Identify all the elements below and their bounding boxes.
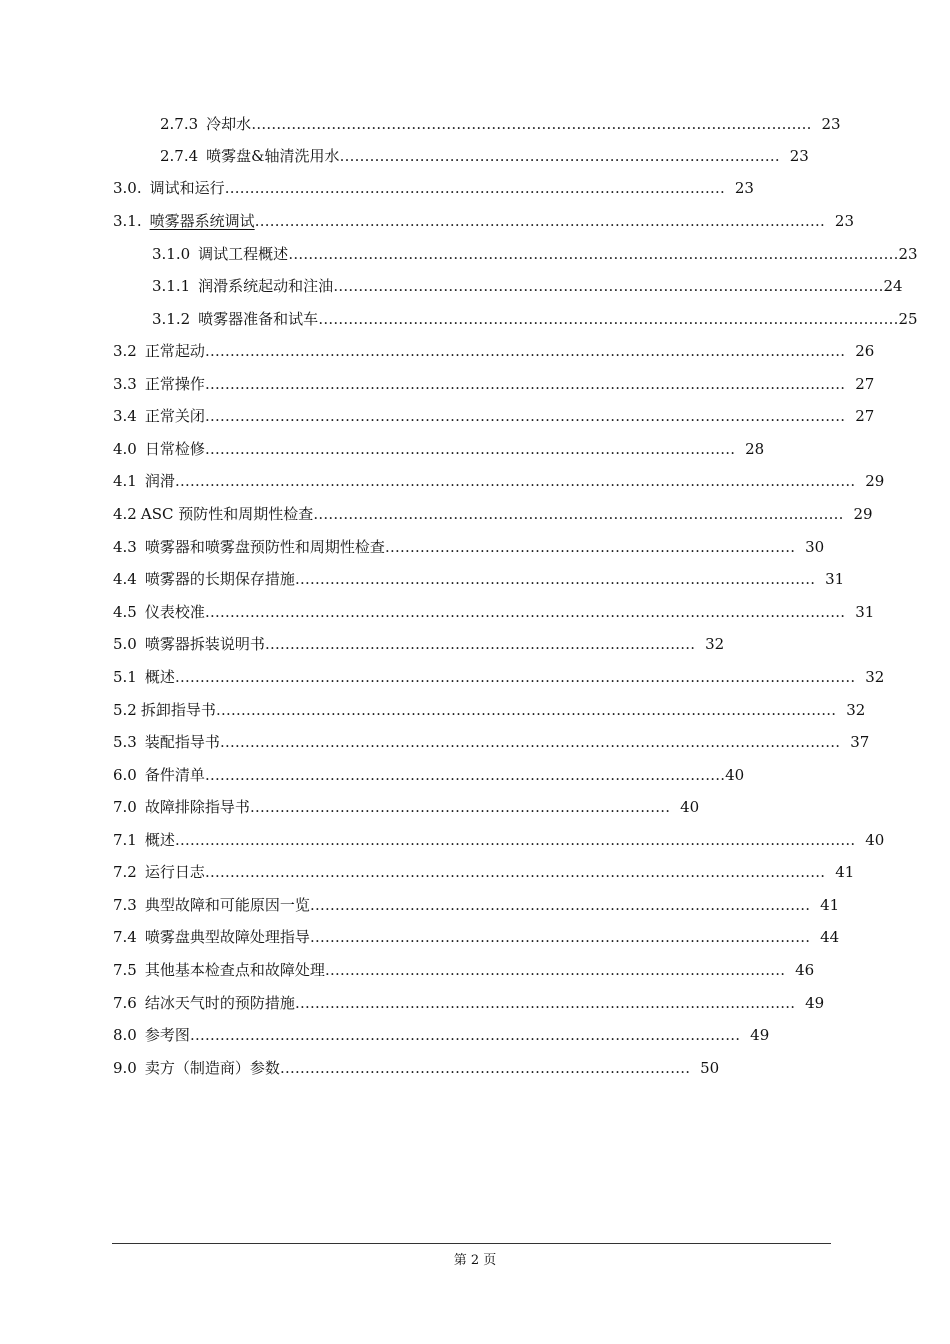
- toc-title: 仪表校准: [144, 603, 205, 621]
- toc-title: 故障排除指导书: [144, 798, 250, 816]
- toc-leader: ‥‥‥‥‥‥‥‥‥‥‥‥‥‥‥‥‥‥‥‥‥‥‥‥‥‥‥‥‥‥‥‥‥‥‥‥‥‥‥‥‥‥‥‥‥‥‥‥‥‥‥‥‥‥‥‥‥: [254, 212, 825, 230]
- toc-leader: ‥‥‥‥‥‥‥‥‥‥‥‥‥‥‥‥‥‥‥‥‥‥‥‥‥‥‥‥‥‥‥‥‥‥‥‥‥‥‥‥‥‥‥‥‥‥‥‥‥‥‥‥‥‥‥‥‥‥‥‥‥‥: [204, 863, 826, 881]
- toc-leader: ‥‥‥‥‥‥‥‥‥‥‥‥‥‥‥‥‥‥‥‥‥‥‥‥‥‥‥‥‥‥‥‥‥‥‥‥‥‥‥‥‥‥‥‥‥‥‥‥‥‥: [224, 179, 725, 197]
- toc-number: 2.7.3: [160, 115, 199, 133]
- toc-number: 7.0: [113, 798, 137, 816]
- toc-leader: ‥‥‥‥‥‥‥‥‥‥‥‥‥‥‥‥‥‥‥‥‥‥‥‥‥‥‥‥‥‥‥‥‥‥‥‥‥‥‥‥‥‥‥‥‥‥‥‥‥‥‥‥‥: [313, 505, 844, 523]
- toc-page: 29: [853, 505, 873, 523]
- toc-title: 其他基本检查点和故障处理: [144, 961, 325, 979]
- toc-title: 装配指导书: [144, 733, 220, 751]
- toc-title: 喷雾盘典型故障处理指导: [144, 928, 310, 946]
- toc-number: 3.3: [113, 375, 137, 393]
- toc-entry[interactable]: [113, 893, 839, 917]
- toc-entry[interactable]: [113, 860, 854, 884]
- toc-number: 7.4: [113, 928, 137, 946]
- toc-number: 5.2: [113, 701, 137, 719]
- toc-page: 49: [750, 1026, 770, 1044]
- toc-leader: ‥‥‥‥‥‥‥‥‥‥‥‥‥‥‥‥‥‥‥‥‥‥‥‥‥‥‥‥‥‥‥‥‥‥‥‥‥‥‥‥‥‥‥: [264, 635, 696, 653]
- toc-entry[interactable]: [113, 209, 854, 233]
- toc-leader: ‥‥‥‥‥‥‥‥‥‥‥‥‥‥‥‥‥‥‥‥‥‥‥‥‥‥‥‥‥‥‥‥‥‥‥‥‥‥‥‥‥‥‥‥‥‥‥‥‥‥: [309, 896, 811, 914]
- toc-entry[interactable]: [152, 242, 918, 266]
- toc-entry[interactable]: [113, 339, 874, 363]
- toc-page: 32: [865, 668, 885, 686]
- toc-page: 40: [680, 798, 700, 816]
- toc-title: 概述: [144, 668, 175, 686]
- toc-page: 31: [825, 570, 845, 588]
- toc-entry[interactable]: [113, 1023, 769, 1047]
- toc-title: 正常关闭: [144, 407, 205, 425]
- toc-entry[interactable]: [152, 307, 918, 331]
- toc-page: 25: [898, 310, 918, 328]
- toc-title: 调试工程概述: [198, 245, 289, 263]
- toc-title: 喷雾器系统调试: [149, 212, 255, 230]
- toc-entry[interactable]: [113, 632, 724, 656]
- toc-title: 参考图: [144, 1026, 190, 1044]
- toc-leader: ‥‥‥‥‥‥‥‥‥‥‥‥‥‥‥‥‥‥‥‥‥‥‥‥‥‥‥‥‥‥‥‥‥‥‥‥‥‥‥‥‥‥‥‥‥‥‥‥‥‥‥‥: [204, 766, 726, 784]
- toc-leader: ‥‥‥‥‥‥‥‥‥‥‥‥‥‥‥‥‥‥‥‥‥‥‥‥‥‥‥‥‥‥‥‥‥‥‥‥‥‥‥‥‥‥‥‥‥‥‥‥‥‥‥‥‥‥‥: [333, 277, 884, 295]
- toc-number: 5.0: [113, 635, 137, 653]
- toc-page: 24: [883, 277, 903, 295]
- toc-leader: ‥‥‥‥‥‥‥‥‥‥‥‥‥‥‥‥‥‥‥‥‥‥‥‥‥‥‥‥‥‥‥‥‥‥‥‥‥‥‥‥‥‥‥‥‥‥‥‥‥‥‥‥‥‥‥‥‥‥‥‥‥‥‥‥: [204, 342, 846, 360]
- toc-number: 4.2: [113, 505, 137, 523]
- toc-leader: ‥‥‥‥‥‥‥‥‥‥‥‥‥‥‥‥‥‥‥‥‥‥‥‥‥‥‥‥‥‥‥‥‥‥‥‥‥‥‥‥‥‥‥‥‥‥‥‥‥‥‥‥‥‥‥‥‥‥‥‥‥‥‥‥: [204, 603, 846, 621]
- toc-entry[interactable]: [113, 176, 754, 200]
- toc-title: 典型故障和可能原因一览: [144, 896, 310, 914]
- toc-page: 41: [835, 863, 855, 881]
- toc-title: 喷雾器准备和试车: [198, 310, 319, 328]
- toc-page: 37: [850, 733, 870, 751]
- toc-page: 23: [834, 212, 855, 230]
- toc-title: 正常起动: [144, 342, 205, 360]
- toc-leader: ‥‥‥‥‥‥‥‥‥‥‥‥‥‥‥‥‥‥‥‥‥‥‥‥‥‥‥‥‥‥‥‥‥‥‥‥‥‥‥‥‥: [279, 1059, 691, 1077]
- toc-leader: ‥‥‥‥‥‥‥‥‥‥‥‥‥‥‥‥‥‥‥‥‥‥‥‥‥‥‥‥‥‥‥‥‥‥‥‥‥‥‥‥‥‥: [249, 798, 671, 816]
- toc-leader: ‥‥‥‥‥‥‥‥‥‥‥‥‥‥‥‥‥‥‥‥‥‥‥‥‥‥‥‥‥‥‥‥‥‥‥‥‥‥‥‥‥‥‥‥‥‥‥‥‥‥‥‥‥‥‥‥‥‥‥‥‥‥‥‥: [204, 375, 846, 393]
- page-number-label: 第 2 页: [453, 1253, 497, 1268]
- toc-number: 3.1.0: [152, 245, 191, 263]
- toc-page: 23: [789, 147, 809, 165]
- toc-leader: ‥‥‥‥‥‥‥‥‥‥‥‥‥‥‥‥‥‥‥‥‥‥‥‥‥‥‥‥‥‥‥‥‥‥‥‥‥‥‥‥‥‥‥‥‥‥‥‥‥‥‥‥‥‥‥‥‥‥‥‥‥‥: [219, 733, 841, 751]
- toc-number: 3.1.: [113, 212, 142, 230]
- toc-title: 正常操作: [144, 375, 205, 393]
- page-footer: [0, 1249, 950, 1268]
- toc-number: 3.0.: [113, 179, 142, 197]
- toc-number: 6.0: [113, 766, 137, 784]
- toc-entry[interactable]: [113, 665, 884, 689]
- toc-title: 调试和运行: [149, 179, 225, 197]
- toc-page: 27: [855, 375, 875, 393]
- toc-leader: ‥‥‥‥‥‥‥‥‥‥‥‥‥‥‥‥‥‥‥‥‥‥‥‥‥‥‥‥‥‥‥‥‥‥‥‥‥‥‥‥‥‥‥‥‥‥‥‥‥‥‥‥‥‥‥‥‥‥‥‥‥‥‥‥‥‥‥‥: [174, 668, 856, 686]
- toc-title: 喷雾器拆装说明书: [144, 635, 265, 653]
- toc-page: 40: [865, 831, 885, 849]
- toc-title: 概述: [144, 831, 175, 849]
- toc-page: 27: [855, 407, 875, 425]
- toc-number: 7.1: [113, 831, 137, 849]
- toc-title: 喷雾盘&轴清洗用水: [206, 147, 340, 165]
- toc-page: 49: [805, 994, 825, 1012]
- toc-number: 4.4: [113, 570, 137, 588]
- toc-leader: ‥‥‥‥‥‥‥‥‥‥‥‥‥‥‥‥‥‥‥‥‥‥‥‥‥‥‥‥‥‥‥‥‥‥‥‥‥‥‥‥‥‥‥‥‥‥‥‥‥‥‥‥: [294, 570, 816, 588]
- toc-page: 23: [734, 179, 754, 197]
- toc-entry[interactable]: [113, 567, 844, 591]
- toc-entry[interactable]: [113, 828, 884, 852]
- toc-page: 31: [855, 603, 875, 621]
- toc-number: 8.0: [113, 1026, 137, 1044]
- toc-number: 9.0: [113, 1059, 137, 1077]
- toc-leader: ‥‥‥‥‥‥‥‥‥‥‥‥‥‥‥‥‥‥‥‥‥‥‥‥‥‥‥‥‥‥‥‥‥‥‥‥‥‥‥‥‥‥‥‥‥‥‥‥‥‥‥‥‥‥‥‥‥‥‥‥‥: [288, 245, 899, 263]
- toc-leader: ‥‥‥‥‥‥‥‥‥‥‥‥‥‥‥‥‥‥‥‥‥‥‥‥‥‥‥‥‥‥‥‥‥‥‥‥‥‥‥‥‥‥‥‥: [339, 147, 780, 165]
- toc-entry[interactable]: [113, 925, 839, 949]
- toc-page: 30: [805, 538, 825, 556]
- toc-entry[interactable]: [113, 698, 865, 722]
- toc-title: 喷雾器和喷雾盘预防性和周期性检查: [144, 538, 385, 556]
- toc-entry[interactable]: [113, 730, 869, 754]
- toc-leader: ‥‥‥‥‥‥‥‥‥‥‥‥‥‥‥‥‥‥‥‥‥‥‥‥‥‥‥‥‥‥‥‥‥‥‥‥‥‥‥‥‥‥‥‥‥‥‥‥‥‥‥‥‥: [204, 440, 736, 458]
- toc-title: 喷雾器的长期保存措施: [144, 570, 295, 588]
- toc-entry[interactable]: [113, 502, 873, 526]
- toc-number: 3.1.1: [152, 277, 191, 295]
- toc-title: ASC 预防性和周期性检查: [140, 505, 314, 523]
- toc-number: 7.6: [113, 994, 137, 1012]
- toc-number: 7.3: [113, 896, 137, 914]
- toc-leader: ‥‥‥‥‥‥‥‥‥‥‥‥‥‥‥‥‥‥‥‥‥‥‥‥‥‥‥‥‥‥‥‥‥‥‥‥‥‥‥‥‥‥‥‥‥‥‥‥‥‥‥‥‥‥‥: [189, 1026, 741, 1044]
- toc-page: 46: [795, 961, 815, 979]
- toc-title: 日常检修: [144, 440, 205, 458]
- toc-page: 28: [745, 440, 765, 458]
- toc-leader: ‥‥‥‥‥‥‥‥‥‥‥‥‥‥‥‥‥‥‥‥‥‥‥‥‥‥‥‥‥‥‥‥‥‥‥‥‥‥‥‥‥‥‥‥‥‥‥‥‥‥‥‥‥‥‥‥: [251, 115, 812, 133]
- toc-page: 26: [855, 342, 875, 360]
- toc-page: 41: [820, 896, 840, 914]
- toc-leader: ‥‥‥‥‥‥‥‥‥‥‥‥‥‥‥‥‥‥‥‥‥‥‥‥‥‥‥‥‥‥‥‥‥‥‥‥‥‥‥‥‥‥‥‥‥‥‥‥‥‥‥‥‥‥‥‥‥‥: [318, 310, 899, 328]
- footer-divider: [112, 1243, 831, 1244]
- toc-title: 运行日志: [144, 863, 205, 881]
- toc-leader: ‥‥‥‥‥‥‥‥‥‥‥‥‥‥‥‥‥‥‥‥‥‥‥‥‥‥‥‥‥‥‥‥‥‥‥‥‥‥‥‥‥‥‥‥‥‥‥‥‥‥‥‥‥‥‥‥‥‥‥‥‥‥‥‥‥‥‥‥: [174, 472, 856, 490]
- toc-page: 40: [725, 766, 745, 784]
- toc-entry[interactable]: [113, 437, 764, 461]
- toc-title: 润滑: [144, 472, 175, 490]
- toc-title: 卖方（制造商）参数: [144, 1059, 280, 1077]
- toc-number: 3.2: [113, 342, 137, 360]
- toc-number: 5.1: [113, 668, 137, 686]
- toc-leader: ‥‥‥‥‥‥‥‥‥‥‥‥‥‥‥‥‥‥‥‥‥‥‥‥‥‥‥‥‥‥‥‥‥‥‥‥‥‥‥‥‥‥‥‥‥‥‥‥‥‥‥‥‥‥‥‥‥‥‥‥‥‥: [215, 701, 837, 719]
- toc-page: 29: [865, 472, 885, 490]
- toc-number: 4.3: [113, 538, 137, 556]
- toc-page: 44: [820, 928, 840, 946]
- toc-number: 4.5: [113, 603, 137, 621]
- toc-title: 结冰天气时的预防措施: [144, 994, 295, 1012]
- toc-leader: ‥‥‥‥‥‥‥‥‥‥‥‥‥‥‥‥‥‥‥‥‥‥‥‥‥‥‥‥‥‥‥‥‥‥‥‥‥‥‥‥‥‥‥‥‥‥‥‥‥‥‥‥‥‥‥‥‥‥‥‥‥‥‥‥‥‥‥‥: [174, 831, 856, 849]
- toc-entry[interactable]: [113, 469, 884, 493]
- toc-title: 润滑系统起动和注油: [198, 277, 334, 295]
- toc-number: 3.1.2: [152, 310, 191, 328]
- toc-page: 32: [705, 635, 725, 653]
- toc-title: 备件清单: [144, 766, 205, 784]
- toc-number: 3.4: [113, 407, 137, 425]
- toc-entry[interactable]: [113, 991, 824, 1015]
- toc-number: 5.3: [113, 733, 137, 751]
- toc-page: 32: [846, 701, 866, 719]
- toc-entry[interactable]: [113, 958, 814, 982]
- toc-entry[interactable]: [113, 372, 874, 396]
- toc-entry[interactable]: [160, 112, 841, 136]
- toc-page: 50: [700, 1059, 720, 1077]
- toc-page: 23: [898, 245, 918, 263]
- toc-leader: ‥‥‥‥‥‥‥‥‥‥‥‥‥‥‥‥‥‥‥‥‥‥‥‥‥‥‥‥‥‥‥‥‥‥‥‥‥‥‥‥‥‥‥‥‥‥‥‥‥‥‥‥‥‥‥‥‥‥‥‥‥‥‥‥: [204, 407, 846, 425]
- toc-number: 7.2: [113, 863, 137, 881]
- toc-entry[interactable]: [113, 1056, 719, 1080]
- toc-page: 23: [821, 115, 841, 133]
- toc-leader: ‥‥‥‥‥‥‥‥‥‥‥‥‥‥‥‥‥‥‥‥‥‥‥‥‥‥‥‥‥‥‥‥‥‥‥‥‥‥‥‥‥‥‥‥‥‥‥‥‥‥: [309, 928, 811, 946]
- toc-entry[interactable]: [113, 404, 874, 428]
- toc-leader: ‥‥‥‥‥‥‥‥‥‥‥‥‥‥‥‥‥‥‥‥‥‥‥‥‥‥‥‥‥‥‥‥‥‥‥‥‥‥‥‥‥‥‥‥‥‥: [324, 961, 786, 979]
- toc-leader: ‥‥‥‥‥‥‥‥‥‥‥‥‥‥‥‥‥‥‥‥‥‥‥‥‥‥‥‥‥‥‥‥‥‥‥‥‥‥‥‥‥: [384, 538, 796, 556]
- toc-title: 冷却水: [206, 115, 252, 133]
- toc-entry[interactable]: [113, 535, 824, 559]
- toc-number: 7.5: [113, 961, 137, 979]
- toc-entry[interactable]: [113, 763, 744, 787]
- toc-number: 4.0: [113, 440, 137, 458]
- toc-entry[interactable]: [113, 600, 874, 624]
- toc-number: 2.7.4: [160, 147, 199, 165]
- toc-leader: ‥‥‥‥‥‥‥‥‥‥‥‥‥‥‥‥‥‥‥‥‥‥‥‥‥‥‥‥‥‥‥‥‥‥‥‥‥‥‥‥‥‥‥‥‥‥‥‥‥‥: [294, 994, 796, 1012]
- toc-title: 拆卸指导书: [140, 701, 216, 719]
- toc-number: 4.1: [113, 472, 137, 490]
- toc-entry[interactable]: [113, 795, 699, 819]
- toc-entry[interactable]: [152, 274, 903, 298]
- toc-entry[interactable]: [160, 144, 809, 168]
